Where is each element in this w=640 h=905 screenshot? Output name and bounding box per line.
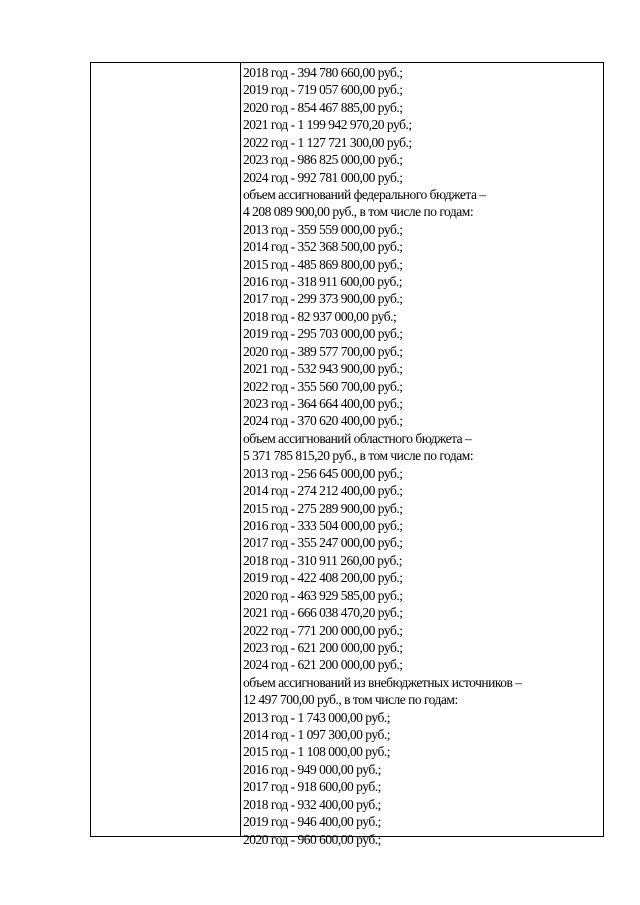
text-line: объем ассигнований федерального бюджета – bbox=[243, 186, 486, 202]
text-line: 2016 год - 949 000,00 руб.; bbox=[243, 761, 381, 777]
text-line: 2016 год - 318 911 600,00 руб.; bbox=[243, 274, 402, 290]
text-line: 2020 год - 854 467 885,00 руб.; bbox=[243, 99, 403, 115]
text-line: 2014 год - 274 212 400,00 руб.; bbox=[243, 483, 403, 499]
text-line: 2013 год - 359 559 000,00 руб.; bbox=[243, 221, 403, 237]
text-line: 2018 год - 310 911 260,00 руб.; bbox=[243, 552, 402, 568]
table-right-cell bbox=[241, 63, 603, 847]
text-line: 12 497 700,00 руб., в том числе по годам: bbox=[243, 692, 458, 708]
text-line: 2018 год - 82 937 000,00 руб.; bbox=[243, 308, 397, 324]
text-line: объем ассигнований областного бюджета – bbox=[243, 430, 472, 446]
text-line: 2015 год - 1 108 000,00 руб.; bbox=[243, 744, 390, 760]
text-line: 2024 год - 621 200 000,00 руб.; bbox=[243, 657, 403, 673]
text-line: 2020 год - 389 577 700,00 руб.; bbox=[243, 343, 403, 359]
funding-table bbox=[90, 62, 604, 847]
text-line: 2021 год - 666 038 470,20 руб.; bbox=[243, 605, 403, 621]
text-line: 2015 год - 275 289 900,00 руб.; bbox=[243, 500, 403, 516]
text-line: 2023 год - 986 825 000,00 руб.; bbox=[243, 152, 403, 168]
text-line: 2020 год - 960 600,00 руб.; bbox=[243, 831, 381, 847]
text-line: 2022 год - 771 200 000,00 руб.; bbox=[243, 622, 403, 638]
text-line: 4 208 089 900,00 руб., в том числе по годам: bbox=[243, 204, 474, 220]
text-line: 2014 год - 1 097 300,00 руб.; bbox=[243, 727, 390, 743]
text-line: 2019 год - 422 408 200,00 руб.; bbox=[243, 570, 403, 586]
text-line: 2015 год - 485 869 800,00 руб.; bbox=[243, 256, 403, 272]
text-line: 2020 год - 463 929 585,00 руб.; bbox=[243, 587, 403, 603]
text-line: 2017 год - 918 600,00 руб.; bbox=[243, 779, 381, 795]
text-line: 2023 год - 621 200 000,00 руб.; bbox=[243, 639, 403, 655]
text-line: 2019 год - 295 703 000,00 руб.; bbox=[243, 326, 403, 342]
text-line: 2023 год - 364 664 400,00 руб.; bbox=[243, 396, 403, 412]
text-line: 5 371 785 815,20 руб., в том числе по годам: bbox=[243, 448, 474, 464]
text-line: 2013 год - 1 743 000,00 руб.; bbox=[243, 709, 390, 725]
text-line: 2017 год - 299 373 900,00 руб.; bbox=[243, 291, 403, 307]
text-line: 2022 год - 355 560 700,00 руб.; bbox=[243, 378, 403, 394]
text-line: 2018 год - 932 400,00 руб.; bbox=[243, 796, 381, 812]
text-line: 2017 год - 355 247 000,00 руб.; bbox=[243, 535, 403, 551]
text-line: 2016 год - 333 504 000,00 руб.; bbox=[243, 517, 403, 533]
text-line: 2021 год - 532 943 900,00 руб.; bbox=[243, 361, 403, 377]
text-line: 2024 год - 992 781 000,00 руб.; bbox=[243, 169, 403, 185]
text-line: 2024 год - 370 620 400,00 руб.; bbox=[243, 413, 403, 429]
text-line: 2018 год - 394 780 660,00 руб.; bbox=[243, 65, 403, 80]
text-line: 2013 год - 256 645 000,00 руб.; bbox=[243, 465, 403, 481]
text-line: 2019 год - 719 057 600,00 руб.; bbox=[243, 82, 403, 98]
text-line: 2022 год - 1 127 721 300,00 руб.; bbox=[243, 134, 412, 150]
text-line: 2021 год - 1 199 942 970,20 руб.; bbox=[243, 117, 412, 133]
text-line: 2014 год - 352 368 500,00 руб.; bbox=[243, 239, 403, 255]
text-line: 2019 год - 946 400,00 руб.; bbox=[243, 814, 381, 830]
table-left-cell bbox=[91, 63, 241, 836]
text-line: объем ассигнований из внебюджетных источников – bbox=[243, 674, 522, 690]
